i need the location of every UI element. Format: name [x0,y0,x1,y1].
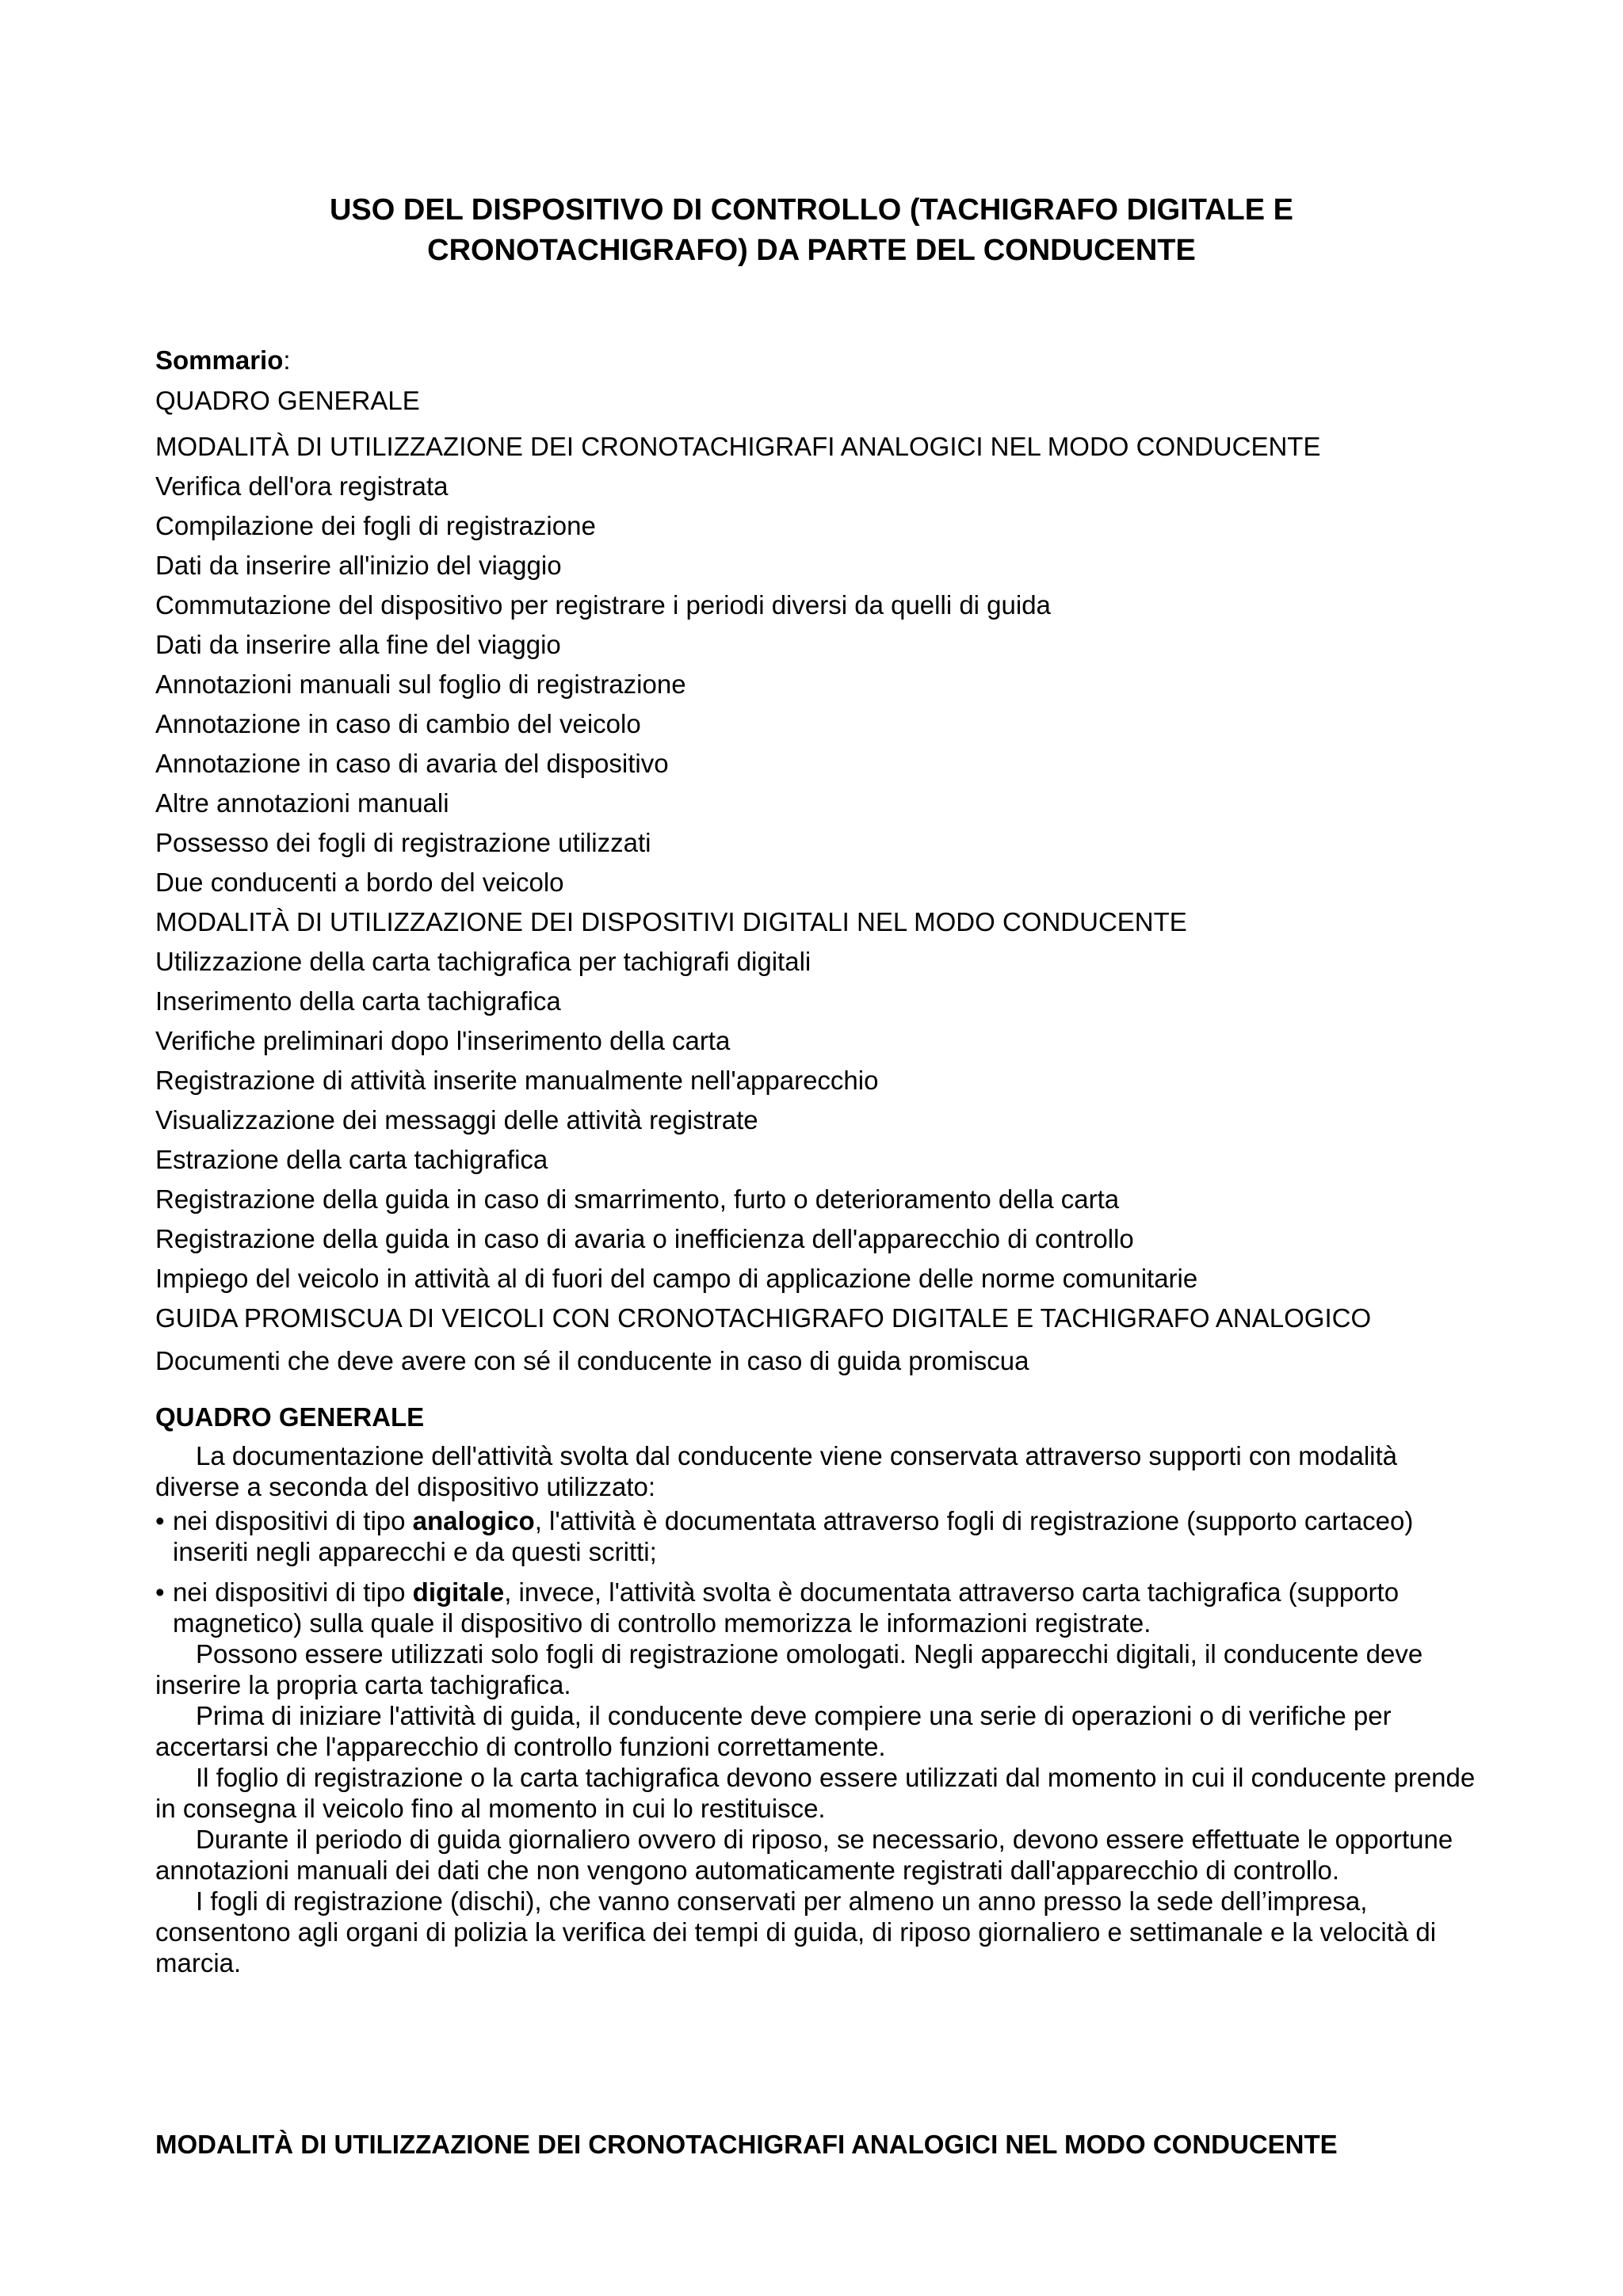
summary-item[interactable]: Altre annotazioni manuali [155,788,449,818]
body-paragraph: I fogli di registrazione (dischi), che vanno conservati per almeno un anno presso la sede dell’impresa, consentono agli organi di polizia la verifica dei tempi di guida, di riposo giornaliero e settimanale e la velocità di marcia. [155,1886,1437,1978]
bullet-text-pre: nei dispositivi di tipo [173,1577,413,1607]
summary-item[interactable]: Dati da inserire all'inizio del viaggio [155,551,562,580]
section-body-quadro-generale [155,1440,1479,1978]
summary-label-colon: : [283,345,291,375]
intro-paragraph: La documentazione dell'attività svolta dal conducente viene conservata attraverso supporti con modalità diverse a seconda del dispositivo utilizzato: [155,1441,1398,1501]
body-paragraph: Durante il periodo di guida giornaliero ovvero di riposo, se necessario, devono essere effettuate le opportune annotazioni manuali dei dati che non vengono automaticamente registrati dall'apparecchio di controllo. [155,1825,1453,1885]
document-title-line-2: CRONOTACHIGRAFO) DA PARTE DEL CONDUCENTE [427,234,1196,267]
summary-item[interactable]: Annotazioni manuali sul foglio di registrazione [155,669,686,699]
summary-item[interactable]: Registrazione di attività inserite manualmente nell'apparecchio [155,1066,879,1095]
summary-item[interactable]: Verifica dell'ora registrata [155,471,449,501]
summary-item[interactable]: Registrazione della guida in caso di avaria o inefficienza dell'apparecchio di controllo [155,1224,1134,1253]
bullet-digitale [155,1577,1479,1638]
summary-label [155,344,291,377]
document-title-line-1: USO DEL DISPOSITIVO DI CONTROLLO (TACHIGRAFO DIGITALE E [329,193,1294,227]
bullet-analogico [155,1505,1479,1567]
bullet-icon: • [155,1506,165,1535]
summary-item[interactable]: Verifiche preliminari dopo l'inserimento della carta [155,1026,731,1055]
body-paragraph: Possono essere utilizzati solo fogli di registrazione omologati. Negli apparecchi digitali, il conducente deve inserire la propria carta tachigrafica. [155,1639,1423,1699]
summary-item[interactable]: Annotazione in caso di avaria del dispositivo [155,749,669,778]
bullet-text-bold: digitale [412,1577,505,1607]
bullet-text-post: , l'attività è documentata attraverso fogli di registrazione (supporto cartaceo) inseriti negli apparecchi e da questi scritti; [173,1506,1414,1566]
summary-item[interactable]: MODALITÀ DI UTILIZZAZIONE DEI CRONOTACHIGRAFI ANALOGICI NEL MODO CONDUCENTE [155,432,1321,461]
document-title [155,190,1468,271]
summary-item[interactable]: Due conducenti a bordo del veicolo [155,868,564,897]
summary-item[interactable]: Dati da inserire alla fine del viaggio [155,630,561,659]
bullet-text-post: , invece, l'attività svolta è documentata attraverso carta tachigrafica (supporto magnetico) sulla quale il dispositivo di controllo memorizza le informazioni registrate. [173,1577,1400,1638]
summary-item[interactable]: Utilizzazione della carta tachigrafica per tachigrafi digitali [155,947,812,976]
section-heading-cronotachigrafi-analogici: MODALITÀ DI UTILIZZAZIONE DEI CRONOTACHIGRAFI ANALOGICI NEL MODO CONDUCENTE [155,2130,1338,2159]
summary-item[interactable]: MODALITÀ DI UTILIZZAZIONE DEI DISPOSITIVI DIGITALI NEL MODO CONDUCENTE [155,907,1187,936]
summary-label-text: Sommario [155,345,284,375]
summary-item[interactable]: Inserimento della carta tachigrafica [155,986,561,1016]
bullet-text-pre: nei dispositivi di tipo [173,1506,413,1535]
summary-item[interactable]: Impiego del veicolo in attività al di fuori del campo di applicazione delle norme comunitarie [155,1264,1198,1293]
summary-item[interactable]: GUIDA PROMISCUA DI VEICOLI CON CRONOTACHIGRAFO DIGITALE E TACHIGRAFO ANALOGICO [155,1303,1372,1333]
summary-item[interactable]: Possesso dei fogli di registrazione utilizzati [155,828,651,857]
section-heading-quadro-generale: QUADRO GENERALE [155,1402,425,1432]
summary-item[interactable]: Compilazione dei fogli di registrazione [155,511,596,540]
bullet-text-bold: analogico [412,1506,535,1535]
bullet-icon: • [155,1577,165,1607]
summary-item[interactable]: Visualizzazione dei messaggi delle attività registrate [155,1105,758,1135]
summary-item[interactable]: QUADRO GENERALE [155,386,420,415]
summary-item[interactable]: Annotazione in caso di cambio del veicolo [155,709,641,738]
summary-item[interactable]: Registrazione della guida in caso di smarrimento, furto o deterioramento della carta [155,1184,1120,1214]
body-paragraph: Il foglio di registrazione o la carta tachigrafica devono essere utilizzati dal momento in cui il conducente prende in consegna il veicolo fino al momento in cui lo restituisce. [155,1763,1476,1823]
summary-item[interactable]: Estrazione della carta tachigrafica [155,1145,548,1174]
summary-item[interactable]: Commutazione del dispositivo per registrare i periodi diversi da quelli di guida [155,590,1051,620]
summary-item[interactable]: Documenti che deve avere con sé il conducente in caso di guida promiscua [155,1346,1029,1375]
body-paragraph: Prima di iniziare l'attività di guida, il conducente deve compiere una serie di operazioni o di verifiche per accertarsi che l'apparecchio di controllo funzioni correttamente. [155,1701,1392,1761]
